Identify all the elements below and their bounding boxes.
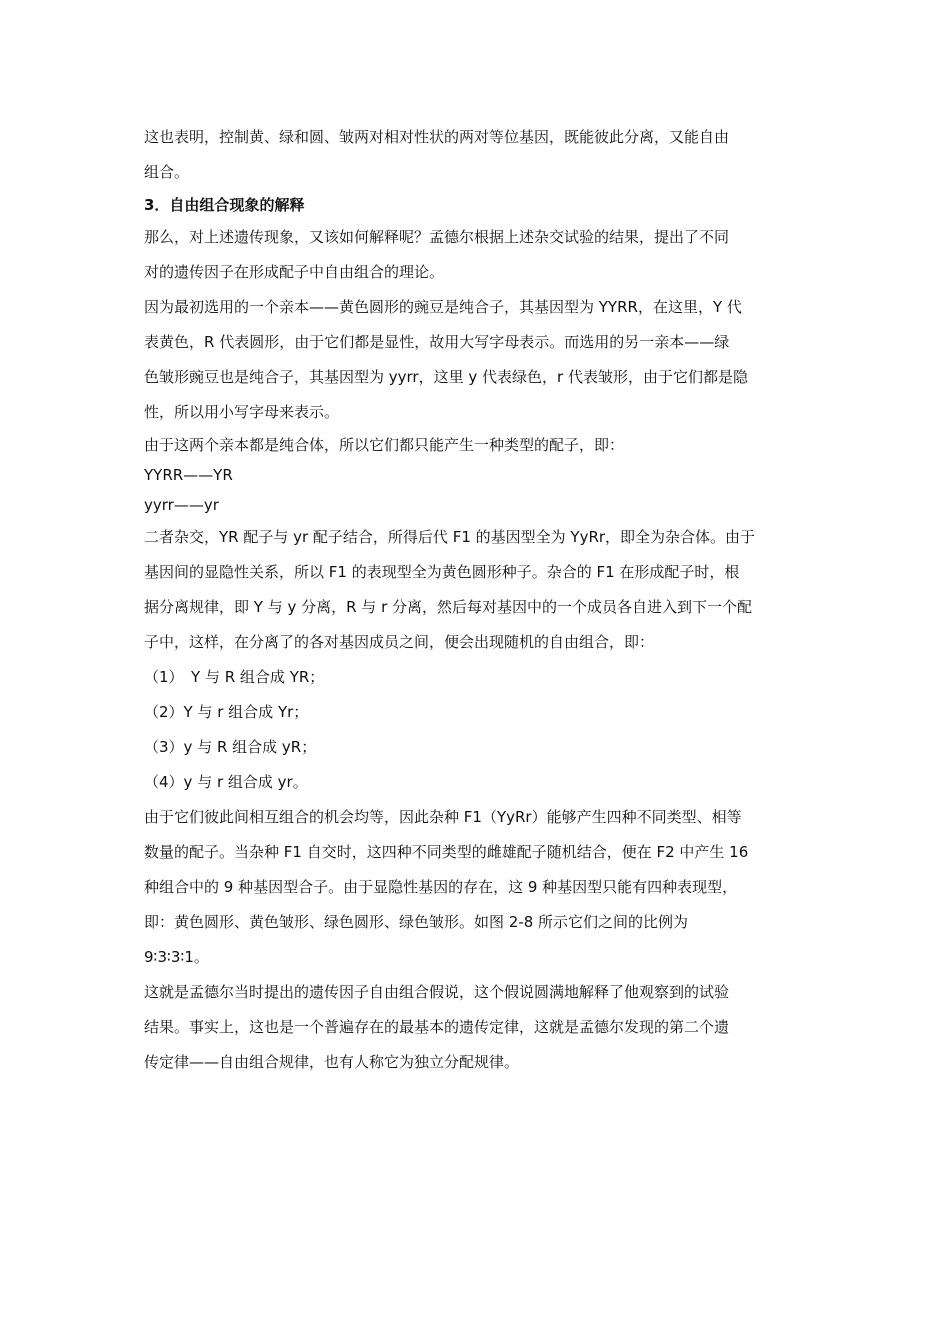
list-item: （1） Y 与 R 组合成 YR；: [144, 668, 325, 686]
list-item: （3）y 与 R 组合成 yR；: [144, 738, 317, 756]
paragraph-line: 二者杂交，YR 配子与 yr 配子结合，所得后代 F1 的基因型全为 YyRr，即全为杂合体。由于: [144, 528, 756, 546]
formula-line: YYRR——YR: [144, 466, 233, 484]
paragraph-line: 组合。: [144, 163, 190, 181]
list-item: （2）Y 与 r 组合成 Yr；: [144, 703, 309, 721]
paragraph-line: 因为最初选用的一个亲本——黄色圆形的豌豆是纯合子，其基因型为 YYRR，在这里，Y 代: [144, 298, 742, 316]
paragraph-line: 基因间的显隐性关系，所以 F1 的表现型全为黄色圆形种子。杂合的 F1 在形成配子时，根: [144, 563, 740, 581]
paragraph-line: 即：黄色圆形、黄色皱形、绿色圆形、绿色皱形。如图 2-8 所示它们之间的比例为: [144, 913, 689, 931]
paragraph-line: 这也表明，控制黄、绿和圆、皱两对相对性状的两对等位基因，既能彼此分离，又能自由: [144, 128, 730, 146]
paragraph-line: 那么，对上述遗传现象，又该如何解释呢？孟德尔根据上述杂交试验的结果，提出了不同: [144, 228, 730, 246]
formula-line: yyrr——yr: [144, 496, 219, 514]
paragraph-line: 9∶3∶3∶1。: [144, 948, 209, 966]
paragraph-line: 由于这两个亲本都是纯合体，所以它们都只能产生一种类型的配子，即：: [144, 436, 625, 454]
paragraph-line: 子中，这样，在分离了的各对基因成员之间，便会出现随机的自由组合，即：: [144, 633, 655, 651]
paragraph-line: 色皱形豌豆也是纯合子，其基因型为 yyrr，这里 y 代表绿色，r 代表皱形，由于它们都是隐: [144, 368, 748, 386]
paragraph-line: 对的遗传因子在形成配子中自由组合的理论。: [144, 263, 445, 281]
paragraph-line: 种组合中的 9 种基因型合子。由于显隐性基因的存在，这 9 种基因型只能有四种表现型，: [144, 878, 738, 896]
paragraph-line: 据分离规律，即 Y 与 y 分离，R 与 r 分离，然后每对基因中的一个成员各自进入到下一个配: [144, 598, 753, 616]
section-heading: 3．自由组合现象的解释: [144, 196, 305, 214]
paragraph-line: 传定律——自由组合规律，也有人称它为独立分配规律。: [144, 1053, 520, 1071]
paragraph-line: 这就是孟德尔当时提出的遗传因子自由组合假说，这个假说圆满地解释了他观察到的试验: [144, 983, 730, 1001]
paragraph-line: 性，所以用小写字母来表示。: [144, 403, 340, 421]
paragraph-line: 结果。事实上，这也是一个普遍存在的最基本的遗传定律，这就是孟德尔发现的第二个遗: [144, 1018, 730, 1036]
document-body: [144, 120, 806, 1080]
paragraph-line: 由于它们彼此间相互组合的机会均等，因此杂种 F1（YyRr）能够产生四种不同类型、相等: [144, 808, 742, 826]
list-item: （4）y 与 r 组合成 yr。: [144, 773, 308, 791]
paragraph-line: 表黄色，R 代表圆形，由于它们都是显性，故用大写字母表示。而选用的另一亲本——绿: [144, 333, 730, 351]
paragraph-line: 数量的配子。当杂种 F1 自交时，这四种不同类型的雌雄配子随机结合，便在 F2 中产生 16: [144, 843, 749, 861]
